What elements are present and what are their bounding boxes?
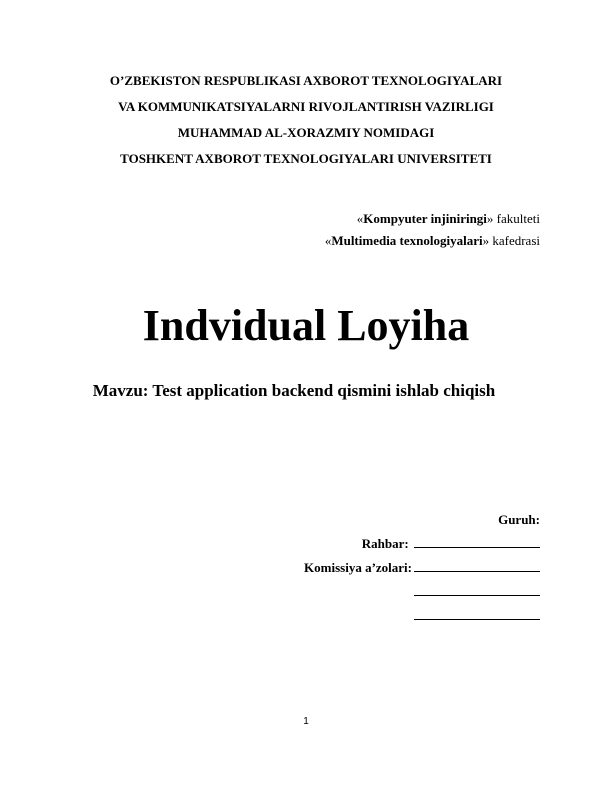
faculty-close-quote: » [486, 211, 494, 226]
header-line-2: VA KOMMUNIKATSIYALARNI RIVOJLANTIRISH VAZIRLIGI [118, 99, 494, 114]
faculty-line [325, 208, 540, 230]
commission-extra-row-2 [304, 604, 540, 628]
topic-line [0, 378, 612, 404]
topic-text: Mavzu: Test application backend qismini ishlab chiqish [92, 381, 496, 400]
supervisor-label: Rahbar: [361, 536, 409, 551]
document-title: Indvidual Loyiha [142, 301, 470, 350]
commission-signature-line-3 [414, 605, 540, 620]
supervisor-row [304, 532, 540, 556]
team-block [304, 508, 540, 628]
supervisor-signature-line [414, 533, 540, 548]
department-open-quote: « [324, 233, 332, 248]
header-line-4: TOSHKENT AXBOROT TEXNOLOGIYALARI UNIVERSITETI [120, 151, 492, 166]
university-header [0, 68, 612, 172]
commission-label: Komissiya a’zolari: [304, 560, 412, 575]
commission-extra-row-1 [304, 580, 540, 604]
commission-signature-line-2 [414, 581, 540, 596]
faculty-name: Kompyuter injiniringi [363, 211, 487, 226]
department-suffix: kafedrasi [489, 233, 540, 248]
header-line-1: O’ZBEKISTON RESPUBLIKASI AXBOROT TEXNOLOGIYALARI [109, 73, 503, 88]
department-line [325, 230, 540, 252]
group-row [304, 508, 540, 532]
faculty-open-quote: « [356, 211, 364, 226]
commission-signature-line-1 [414, 557, 540, 572]
department-name: Multimedia texnologiyalari [331, 233, 483, 248]
commission-row [304, 556, 540, 580]
department-close-quote: » [482, 233, 490, 248]
page-number: 1 [303, 716, 309, 727]
header-line-3: MUHAMMAD AL-XORAZMIY NOMIDAGI [177, 125, 435, 140]
group-label: Guruh: [498, 512, 540, 527]
faculty-suffix: fakulteti [493, 211, 540, 226]
faculty-block [325, 208, 540, 252]
